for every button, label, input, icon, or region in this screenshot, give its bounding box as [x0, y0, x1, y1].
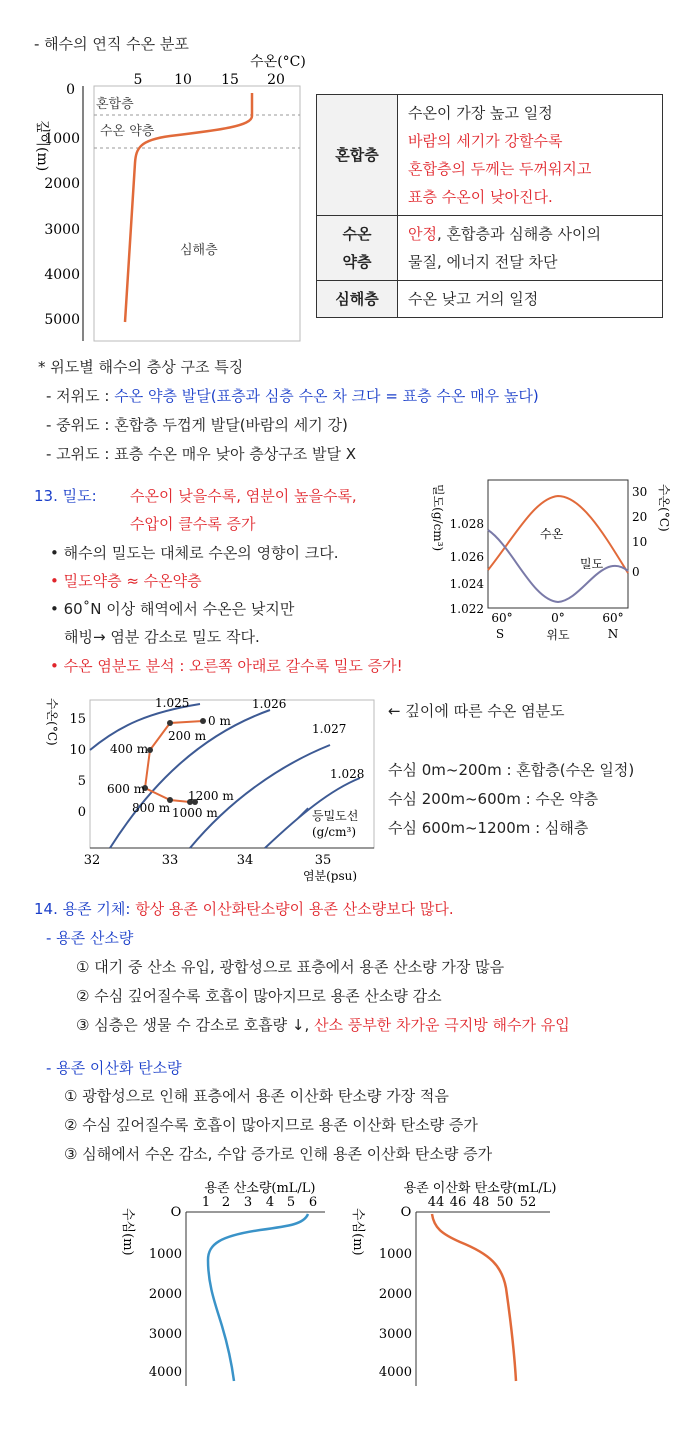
y-tick: 2000 [378, 1287, 412, 1302]
origin-label: O [170, 1205, 182, 1220]
ts-point [200, 718, 206, 724]
zone-mixed-layer: 혼합층 [96, 97, 134, 112]
y-right-tick: 10 [632, 535, 648, 549]
legend-text: (g/cm³) [312, 825, 356, 839]
mid-latitude-line: - 중위도 : 혼합층 두껍게 발달(바람의 세기 강) [46, 416, 348, 434]
ts-layer-2: 수심 200m~600m : 수온 약층 [388, 790, 599, 808]
x-tick: 50 [496, 1195, 514, 1210]
density-heading: 13. 밀도: [34, 487, 97, 505]
svg-text:수온(°C): 수온(°C) [45, 698, 59, 746]
dissolved-oxygen-chart [120, 1176, 345, 1391]
x-axis-label: 수온(°C) [250, 54, 306, 70]
x-tick-15: 15 [221, 72, 239, 88]
svg-text:밀도(g/cm³): 밀도(g/cm³) [431, 484, 445, 552]
x-tick: 32 [83, 853, 101, 868]
y-tick-1000: 1000 [44, 131, 80, 147]
y-left-tick: 1.022 [449, 602, 484, 616]
y-tick: 15 [69, 712, 86, 727]
x-tick-10: 10 [174, 72, 192, 88]
latitude-density-chart [420, 476, 688, 648]
isopycnal-label: 1.027 [312, 722, 347, 736]
table-text: 물질, 에너지 전달 차단 [408, 253, 558, 271]
table-cell-deep: 수온 낮고 거의 일정 [398, 281, 663, 318]
table-text: 안정 [408, 225, 437, 243]
depth-label: 0 m [208, 714, 231, 728]
ts-layer-1: 수심 0m~200m : 혼합층(수온 일정) [388, 761, 635, 779]
table-row [317, 281, 663, 318]
density-factor-1: 수온이 낮을수록, 염분이 높을수록, [130, 487, 357, 505]
ts-point [167, 720, 173, 726]
y-tick: 10 [69, 743, 86, 758]
table-text: 혼합층의 두께는 두꺼워지고 [408, 160, 592, 178]
layer-table [316, 94, 663, 318]
table-header-deep: 심해층 [317, 281, 398, 318]
density-bullet-2: • 밀도약층 ≈ 수온약층 [50, 572, 202, 590]
oxygen-profile-line [208, 1214, 308, 1381]
vertical-temp-chart [20, 48, 310, 348]
origin-label: O [400, 1205, 412, 1220]
x-tick: 4 [265, 1195, 275, 1210]
chart-title: 용존 이산화 탄소량(mL/L) [403, 1181, 557, 1196]
depth-label: 1000 m [172, 806, 218, 820]
x-tick: 48 [472, 1195, 490, 1210]
table-header-thermocline: 수온 약층 [317, 216, 398, 281]
y-tick: 2000 [148, 1287, 182, 1302]
isopycnal-label: 1.026 [252, 697, 287, 711]
x-tick: 46 [449, 1195, 467, 1210]
y-right-label [657, 484, 671, 532]
oxygen-heading: - 용존 산소량 [46, 929, 134, 947]
isopycnal-label: 1.028 [330, 767, 365, 781]
dissolved-co2-chart [350, 1176, 580, 1391]
density-bullet-3: • 60˚N 이상 해역에서 수온은 낮지만 [50, 600, 295, 618]
high-latitude-line: - 고위도 : 표층 수온 매우 낮아 층상구조 발달 X [46, 445, 356, 463]
table-text: 바람의 세기가 강할수록 [408, 132, 563, 150]
x-axis-label: 염분(psu) [302, 869, 358, 883]
co2-point-2: ② 수심 깊어질수록 호흡이 많아지므로 용존 이산화 탄소량 증가 [64, 1116, 478, 1134]
x-tick: 33 [161, 853, 179, 868]
y-tick-5000: 5000 [44, 312, 80, 328]
y-tick-4000: 4000 [44, 267, 80, 283]
co2-point-3: ③ 심해에서 수온 감소, 수압 증가로 인해 용존 이산화 탄소량 증가 [64, 1145, 493, 1163]
depth-label: 800 m [132, 801, 171, 815]
x-tick: 5 [286, 1195, 296, 1210]
x-tick-5: 5 [133, 72, 143, 88]
y-tick: 3000 [148, 1327, 182, 1342]
y-axis-label [350, 1208, 366, 1256]
depth-label: 200 m [168, 729, 207, 743]
y-tick: 1000 [148, 1247, 182, 1262]
ts-layer-3: 수심 600m~1200m : 심해층 [388, 819, 589, 837]
density-bullet-4: • 수온 염분도 분석 : 오른쪽 아래로 갈수록 밀도 증가! [50, 657, 403, 675]
svg-text:수심(m): 수심(m) [350, 1208, 365, 1256]
ts-diagram [40, 690, 380, 885]
y-tick-3000: 3000 [44, 222, 80, 238]
table-header-mixed: 혼합층 [317, 95, 398, 216]
co2-point-1: ① 광합성으로 인해 표층에서 용존 이산화 탄소량 가장 적음 [64, 1087, 449, 1105]
y-right-tick: 20 [632, 510, 648, 524]
chart-title: 용존 산소량(mL/L) [204, 1181, 316, 1196]
density-bullet-1: • 해수의 밀도는 대체로 수온의 영향이 크다. [50, 544, 339, 562]
y-tick: 5 [77, 774, 86, 789]
x-tick: 35 [314, 853, 332, 868]
x-sub-label: S [495, 627, 505, 641]
x-sub-label: N [607, 627, 619, 641]
x-tick: 34 [236, 853, 254, 868]
co2-heading: - 용존 이산화 탄소량 [46, 1059, 182, 1077]
table-text: , 혼합층과 심해층 사이의 [436, 225, 601, 243]
depth-label: 1200 m [188, 789, 234, 803]
table-row [317, 95, 663, 216]
svg-text:수온(°C): 수온(°C) [657, 484, 671, 532]
y-tick: 1000 [378, 1247, 412, 1262]
y-tick: 4000 [378, 1365, 412, 1380]
y-right-tick: 30 [632, 485, 648, 499]
density-bullet-3b: 해빙→ 염분 감소로 밀도 작다. [64, 628, 260, 646]
svg-text:수심(m): 수심(m) [120, 1208, 135, 1256]
dissolved-gas-heading: 14. 용존 기체: 항상 용존 이산화탄소량이 용존 산소량보다 많다. [34, 900, 454, 918]
table-cell-thermocline [398, 216, 663, 281]
x-tick: 0° [551, 611, 565, 625]
x-tick: 60° [491, 611, 513, 625]
y-left-tick: 1.028 [449, 517, 484, 531]
table-cell-mixed [398, 95, 663, 216]
y-left-tick: 1.024 [449, 577, 484, 591]
series-label-density: 밀도 [580, 557, 604, 571]
table-row [317, 216, 663, 281]
x-tick: 2 [221, 1195, 231, 1210]
x-tick-20: 20 [267, 72, 285, 88]
latitude-title: * 위도별 해수의 층상 구조 특징 [38, 358, 244, 376]
svg-text:깊이(m): 깊이(m) [34, 120, 50, 172]
y-axis-label [45, 698, 59, 746]
y-right-tick: 0 [632, 565, 640, 579]
table-text: 수온이 가장 높고 일정 [408, 104, 553, 122]
y-tick-2000: 2000 [44, 176, 80, 192]
x-tick: 52 [519, 1195, 537, 1210]
x-tick: 6 [308, 1195, 318, 1210]
depth-label: 600 m [107, 782, 146, 796]
y-left-tick: 1.026 [449, 550, 484, 564]
ts-caption: ← 깊이에 따른 수온 염분도 [388, 702, 565, 720]
legend-pointer [298, 808, 308, 818]
depth-label: 400 m [110, 742, 149, 756]
section-vertical-temp-title: - 해수의 연직 수온 분포 [34, 35, 189, 53]
co2-profile-line [432, 1214, 516, 1381]
y-tick: 3000 [378, 1327, 412, 1342]
table-text: 표층 수온이 낮아진다. [408, 188, 553, 206]
oxygen-point-1: ① 대기 중 산소 유입, 광합성으로 표층에서 용존 산소량 가장 많음 [76, 958, 505, 976]
density-factor-2: 수압이 클수록 증가 [130, 515, 256, 533]
y-axis-label [120, 1208, 136, 1256]
zone-deep-layer: 심해층 [180, 243, 218, 258]
x-tick: 1 [201, 1195, 211, 1210]
oxygen-point-2: ② 수심 깊어질수록 호흡이 많아지므로 용존 산소량 감소 [76, 987, 442, 1005]
x-tick: 60° [602, 611, 624, 625]
y-tick: 4000 [148, 1365, 182, 1380]
isopycnal-label: 1.025 [155, 696, 190, 710]
y-left-label [431, 484, 446, 551]
low-latitude-line: - 저위도 : 수온 약층 발달(표층과 심층 수온 차 크다 = 표층 수온 매우 높다) [46, 387, 539, 405]
x-origin-label: 0 [66, 82, 75, 98]
y-tick: 0 [77, 805, 86, 820]
legend-text: 등밀도선 [312, 809, 359, 823]
x-tick: 3 [243, 1195, 253, 1210]
oxygen-point-3: ③ 심층은 생물 수 감소로 호흡량 ↓, 산소 풍부한 차가운 극지방 해수가 유입 [76, 1016, 570, 1034]
chart-frame [488, 480, 628, 608]
x-tick: 44 [427, 1195, 445, 1210]
x-sub-label: 위도 [546, 628, 570, 642]
zone-thermocline: 수온 약층 [100, 124, 155, 139]
series-label-temperature: 수온 [540, 527, 564, 541]
